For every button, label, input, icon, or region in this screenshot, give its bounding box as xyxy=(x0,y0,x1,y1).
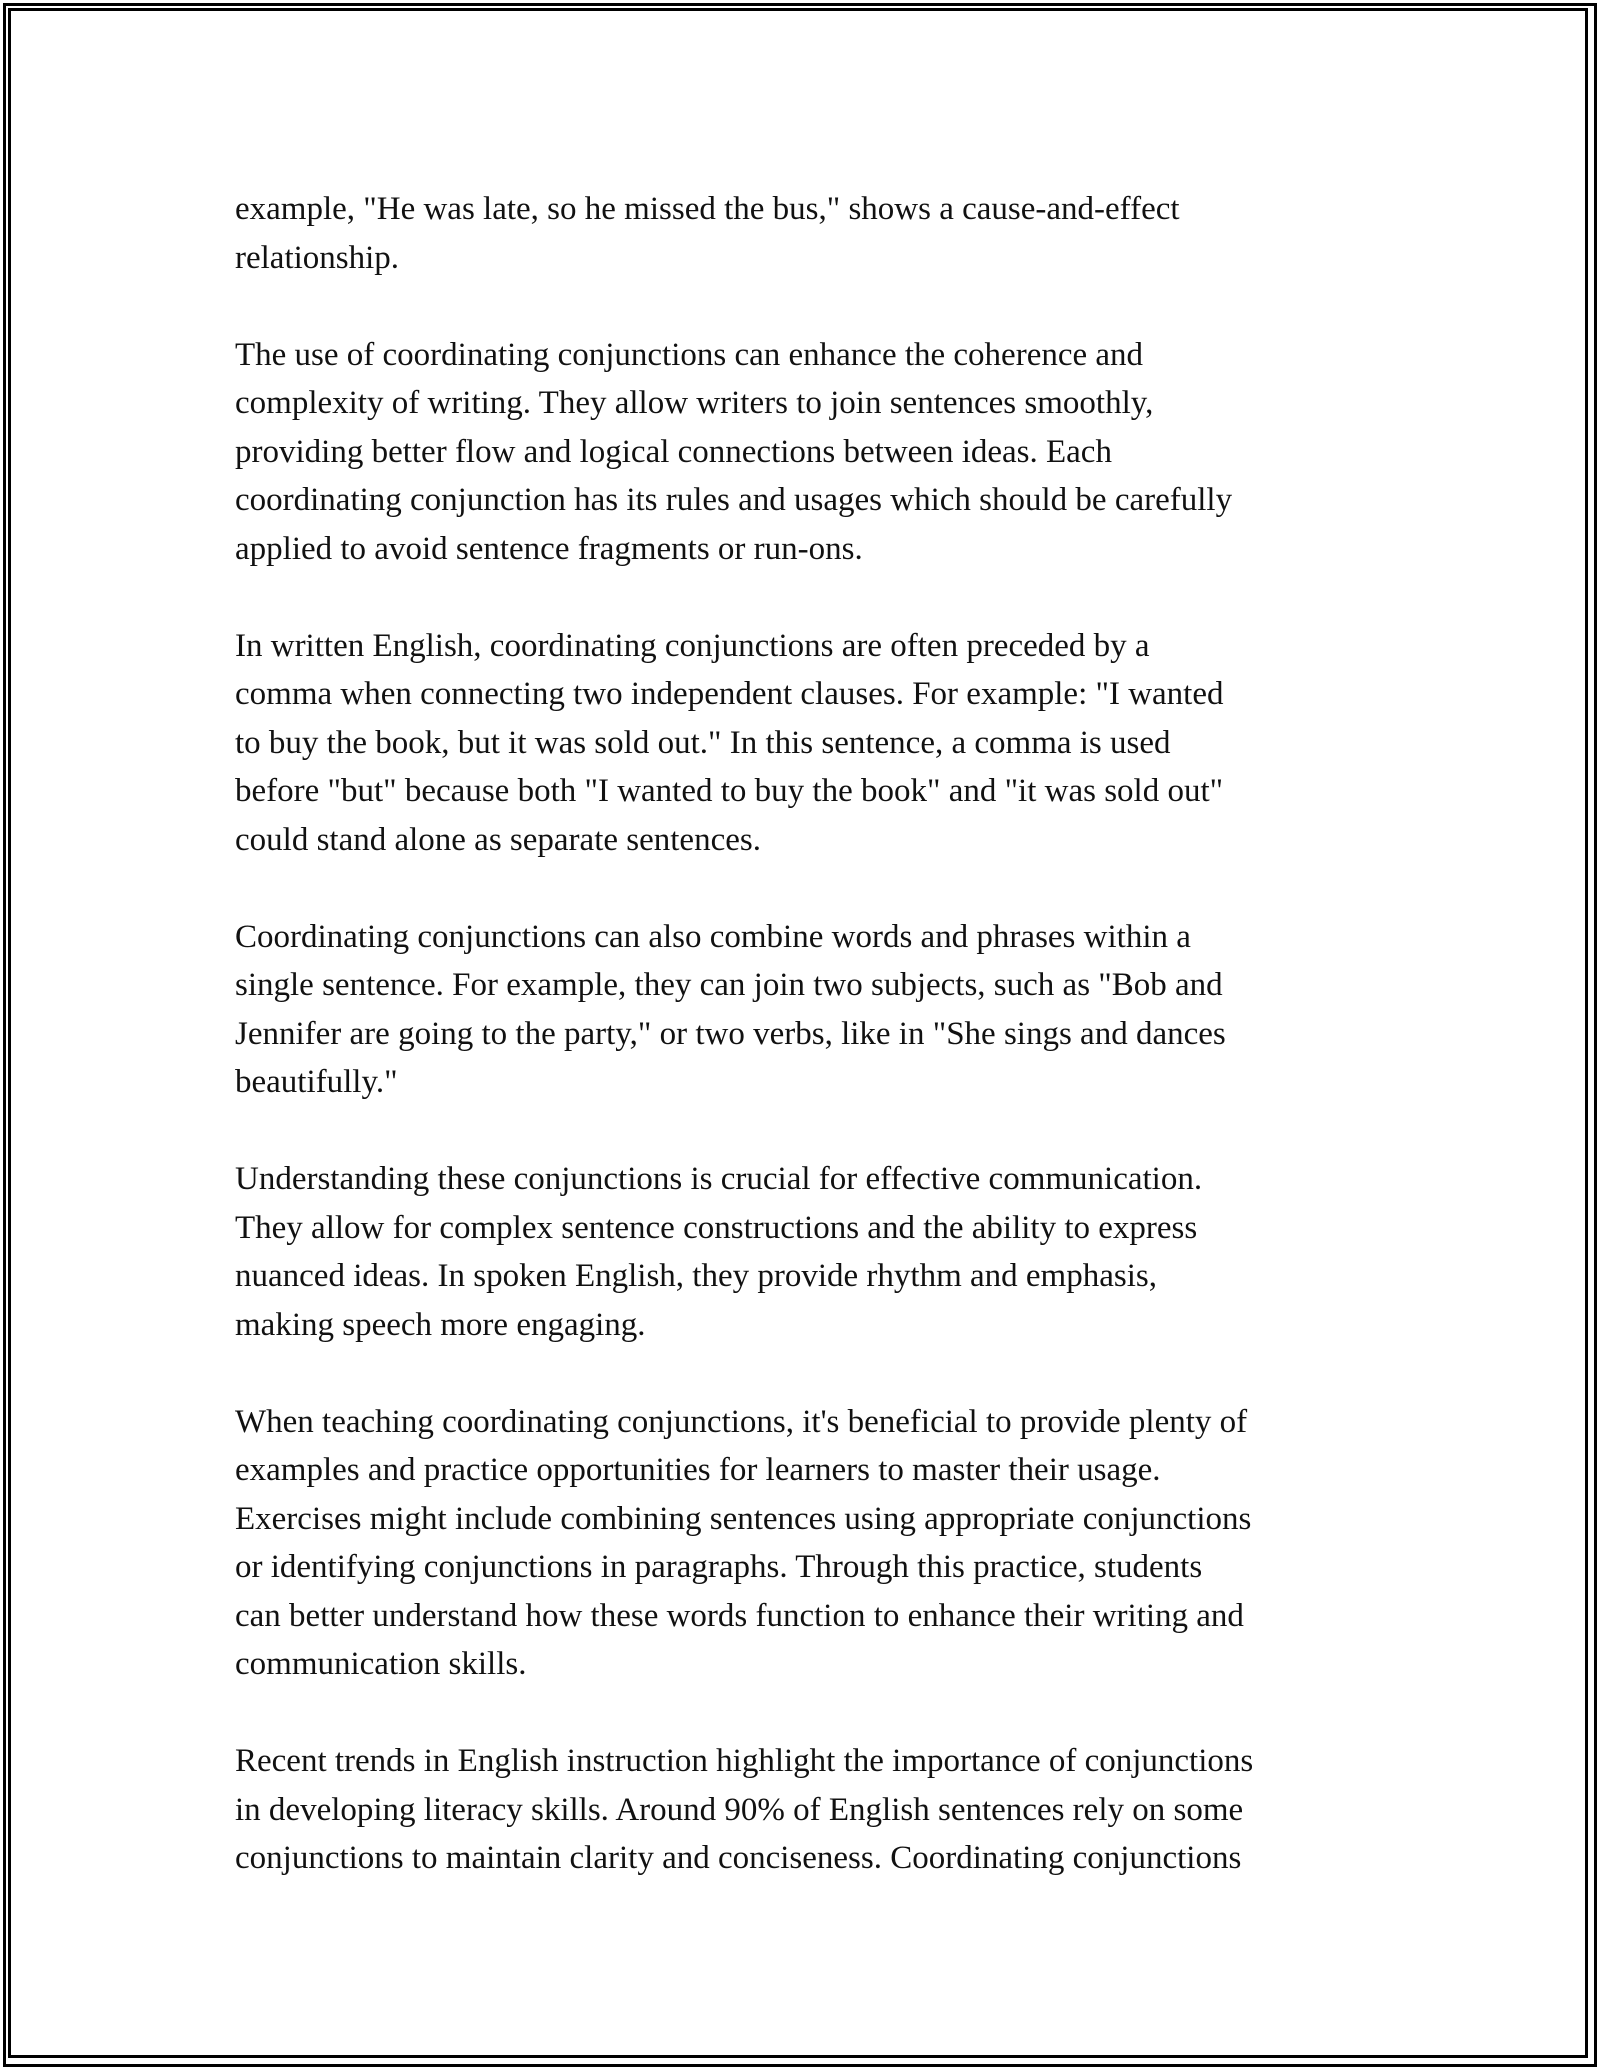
paragraph xyxy=(235,1398,1385,1689)
text-line: When teaching coordinating conjunctions, it's beneficial to provide plenty of xyxy=(235,1403,1248,1440)
text-line: In written English, coordinating conjunctions are often preceded by a xyxy=(235,627,1150,664)
paragraph xyxy=(235,185,1385,282)
text-line: can better understand how these words function to enhance their writing and xyxy=(235,1597,1244,1634)
text-line: relationship. xyxy=(235,239,400,276)
text-line: comma when connecting two independent clauses. For example: "I wanted xyxy=(235,676,1224,712)
paragraph xyxy=(235,913,1385,1107)
text-line: to buy the book, but it was sold out." In this sentence, a comma is used xyxy=(235,724,1171,761)
text-line: applied to avoid sentence fragments or run-ons. xyxy=(235,530,863,567)
paragraph xyxy=(235,331,1385,574)
paragraph xyxy=(235,1155,1385,1349)
text-line: providing better flow and logical connections between ideas. Each xyxy=(235,433,1112,470)
text-line: examples and practice opportunities for learners to master their usage. xyxy=(235,1452,1161,1488)
text-line: Understanding these conjunctions is crucial for effective communication. xyxy=(235,1161,1203,1197)
text-line: or identifying conjunctions in paragraphs. Through this practice, students xyxy=(235,1549,1203,1585)
text-line: example, "He was late, so he missed the bus," shows a cause-and-effect xyxy=(235,191,1180,227)
text-line: in developing literacy skills. Around 90% of English sentences rely on some xyxy=(235,1791,1244,1828)
text-line: complexity of writing. They allow writers to join sentences smoothly, xyxy=(235,385,1154,421)
document-body xyxy=(235,185,1385,1883)
text-line: conjunctions to maintain clarity and conciseness. Coordinating conjunctions xyxy=(235,1840,1242,1876)
paragraph xyxy=(235,622,1385,865)
text-line: Jennifer are going to the party," or two verbs, like in "She sings and dances xyxy=(235,1015,1226,1052)
text-line: single sentence. For example, they can join two subjects, such as "Bob and xyxy=(235,967,1223,1003)
text-line: nuanced ideas. In spoken English, they provide rhythm and emphasis, xyxy=(235,1258,1157,1294)
text-line: could stand alone as separate sentences. xyxy=(235,821,761,858)
text-line: coordinating conjunction has its rules and usages which should be carefully xyxy=(235,482,1233,518)
text-line: Coordinating conjunctions can also combine words and phrases within a xyxy=(235,918,1191,955)
text-line: beautifully." xyxy=(235,1064,398,1100)
text-line: The use of coordinating conjunctions can enhance the coherence and xyxy=(235,336,1144,373)
paragraph xyxy=(235,1737,1385,1883)
text-line: before "but" because both "I wanted to buy the book" and "it was sold out" xyxy=(235,773,1224,809)
text-line: Exercises might include combining sentences using appropriate conjunctions xyxy=(235,1500,1252,1537)
text-line: making speech more engaging. xyxy=(235,1306,646,1343)
text-line: They allow for complex sentence constructions and the ability to express xyxy=(235,1209,1198,1246)
text-line: communication skills. xyxy=(235,1646,527,1682)
text-line: Recent trends in English instruction highlight the importance of conjunctions xyxy=(235,1743,1254,1779)
